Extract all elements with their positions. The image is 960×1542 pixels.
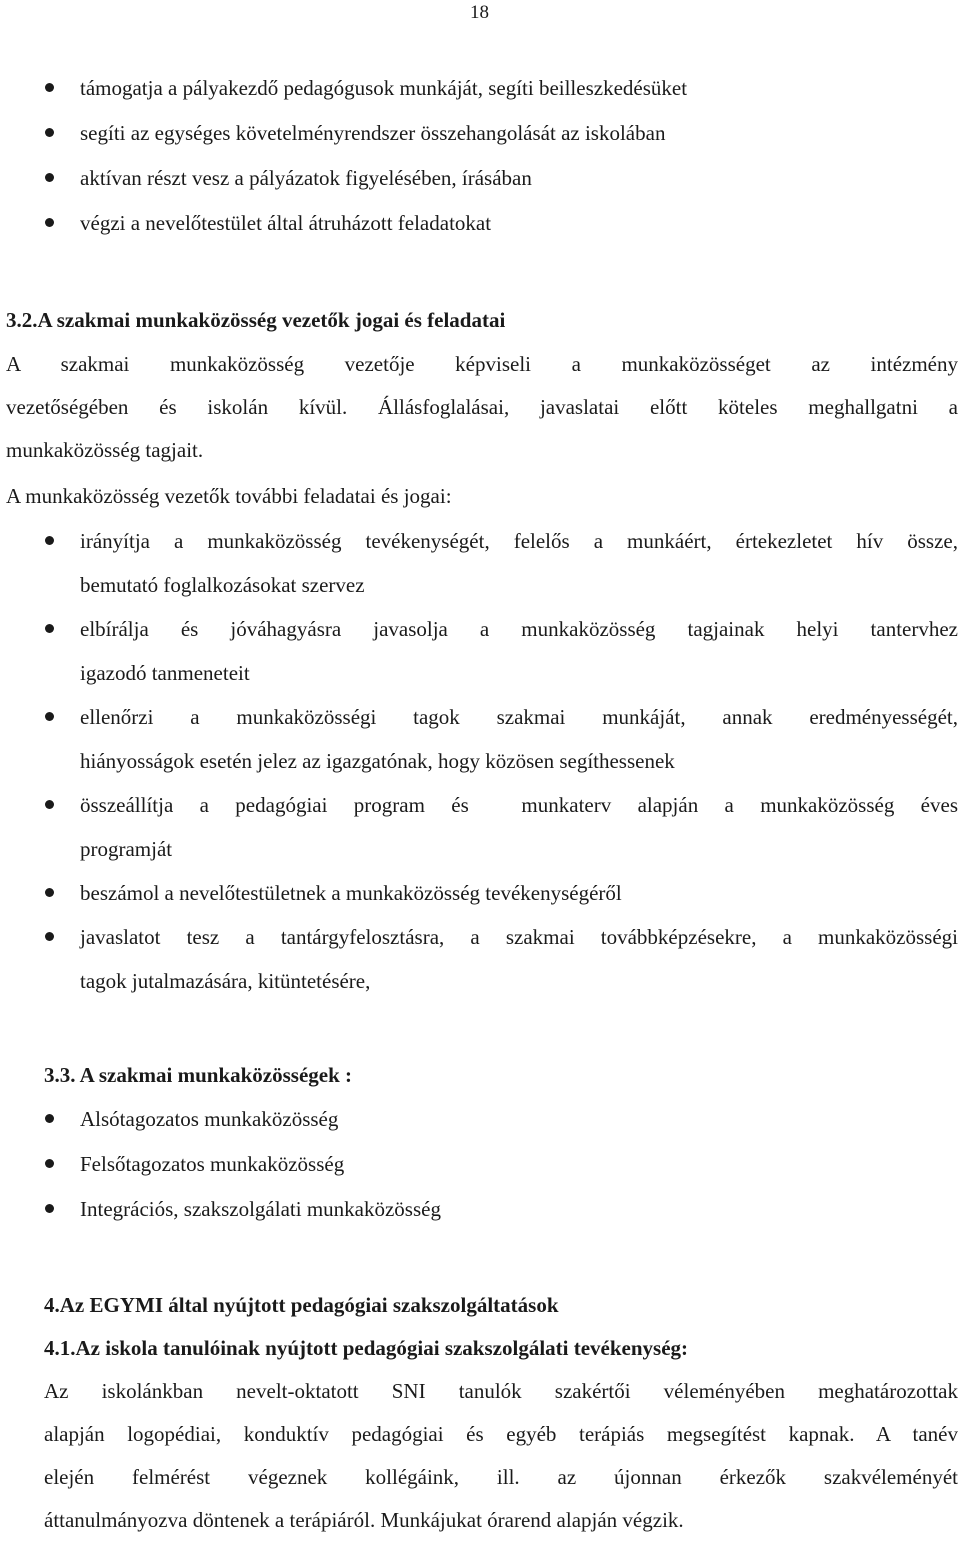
paragraph-line: elején felmérést végeznek kollégáink, ill. az újonnan érkezők szakvéleményét [44, 1465, 958, 1489]
list-item-line: tagok jutalmazására, kitüntetésére, [80, 969, 371, 993]
list-item-line: irányítja a munkaközösség tevékenységét, felelős a munkáért, értekezletet hív össze, [80, 529, 958, 553]
bullet-list-1 [0, 66, 960, 246]
list-item-line: elbírálja és jóváhagyásra javasolja a munkaközösség tagjainak helyi tantervhez [80, 617, 958, 641]
list-item-line: javaslatot tesz a tantárgyfelosztásra, a szakmai továbbképzésekre, a munkaközösségi [80, 925, 958, 949]
duties-list [0, 519, 960, 1003]
list-item-line: igazodó tanmeneteit [80, 661, 250, 685]
list-item-line: bemutató foglalkozásokat szervez [80, 573, 365, 597]
list-item [0, 607, 960, 695]
paragraph-line: vezetőségében és iskolán kívül. Állásfoglalásai, javaslatai előtt köteles meghallgatni a [6, 395, 958, 419]
list-item [0, 695, 960, 783]
list-item: Alsótagozatos munkaközösség [0, 1097, 960, 1142]
paragraph-4-1 [44, 1370, 958, 1542]
list-item [0, 519, 960, 607]
paragraph-line: alapján logopédiai, konduktív pedagógiai és egyéb terápiás megsegítést kapnak. A tanév [44, 1422, 958, 1446]
list-item: végzi a nevelőtestület által átruházott feladatokat [0, 201, 960, 246]
list-item: segíti az egységes követelményrendszer összehangolását az iskolában [0, 111, 960, 156]
list-item-line: beszámol a nevelőtestületnek a munkaközösség tevékenységéről [80, 881, 622, 905]
section-subheading-4-1: 4.1.Az iskola tanulóinak nyújtott pedagógiai szakszolgálati tevékenység: [44, 1336, 689, 1360]
paragraph-3-2 [6, 343, 958, 472]
list-item: aktívan részt vesz a pályázatok figyelésében, írásában [0, 156, 960, 201]
section-heading-3-3: 3.3. A szakmai munkaközösségek : [44, 1063, 353, 1087]
section-heading-3-2: 3.2.A szakmai munkaközösség vezetők jogai és feladatai [6, 308, 506, 332]
workgroups-list [0, 1097, 960, 1232]
section-heading-4: 4.Az EGYMI által nyújtott pedagógiai szakszolgáltatások [44, 1293, 559, 1317]
list-item-line: programját [80, 837, 173, 861]
paragraph-line: A szakmai munkaközösség vezetője képviseli a munkaközösséget az intézmény [6, 352, 958, 376]
list-item: Felsőtagozatos munkaközösség [0, 1142, 960, 1187]
list-item-line: hiányosságok esetén jelez az igazgatónak, hogy közösen segíthessenek [80, 749, 675, 773]
list-item [0, 783, 960, 871]
list-item: Integrációs, szakszolgálati munkaközösség [0, 1187, 960, 1232]
list-item-line: összeállítja a pedagógiai program és munkaterv alapján a munkaközösség éves [80, 793, 958, 817]
paragraph-line: áttanulmányozva döntenek a terápiáról. Munkájukat órarend alapján végzik. [44, 1508, 684, 1532]
list-item [0, 915, 960, 1003]
section-intro: A munkaközösség vezetők további feladatai és jogai: [6, 484, 452, 508]
list-item [0, 871, 960, 915]
list-item: támogatja a pályakezdő pedagógusok munkáját, segíti beilleszkedésüket [0, 66, 960, 111]
paragraph-line: Az iskolánkban nevelt-oktatott SNI tanulók szakértői véleményében meghatározottak [44, 1379, 958, 1403]
list-item-line: ellenőrzi a munkaközösségi tagok szakmai munkáját, annak eredményességét, [80, 705, 958, 729]
page-number: 18 [470, 2, 489, 23]
paragraph-line: munkaközösség tagjait. [6, 438, 204, 462]
